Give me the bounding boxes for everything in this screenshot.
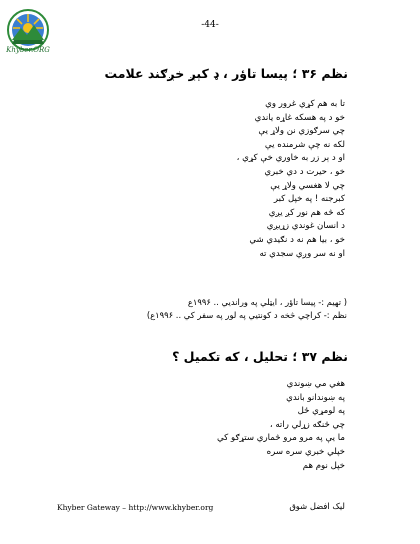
poem-line: تا به هم کړي غرور وي (265, 99, 345, 109)
poem-37-body (45, 378, 345, 473)
poem-line: چي څنګه زړلي راته ، (269, 419, 345, 430)
footer-author: ليک افضل شوق (289, 501, 345, 511)
poem-line: د انسان غوندي زړيږي (266, 221, 345, 232)
poem-line: ما يې په مرو مرو څماري ستړګو کي (217, 433, 345, 444)
note-line: ( تهيم :- پيسا تاؤر ، ايټلي په ورانديي .. ۱۹۹۶ع (187, 297, 347, 307)
poem-line: خو د په هسکه غاړه ياندي (254, 112, 345, 123)
note-line: نظم :- کراچي څخه د کونتيي په لور په سفر کي .. ۱۹۹۶ع) (146, 309, 347, 320)
poem-line: چي سرګوزي نن ولاړ يې (258, 126, 345, 137)
poem-line: او د ېر زر به خاوري خې کړي ، (236, 153, 345, 164)
poem-line: چي لا هغسي ولاړ يې (270, 180, 345, 191)
page-number: -44- (201, 20, 219, 30)
footer-site-link[interactable]: Khyber Gateway – http://www.khyber.org (57, 503, 214, 512)
poem-line: په ښوندانو باندي (286, 392, 345, 403)
poem-37-title: نظم ۳۷ ؛ تحليل ، که تکميل ؟ (172, 349, 348, 364)
poem-36-body (45, 98, 345, 261)
poem-line: خو ، حيرت د دي خبري (264, 166, 345, 177)
poem-36-title: نظم ۳۶ ؛ پيسا تاؤر ، ډ کېږ خږګند علامت (104, 66, 348, 81)
poem-line: کبرجنه ! په خپل کبر (273, 194, 345, 205)
poem-line: په لومړي ځل (297, 406, 345, 417)
poem-line: خپل نوم هم (302, 460, 345, 471)
logo-caption: Khyber.ORG (6, 46, 50, 54)
poem-line: هغي مي ښوندي (286, 379, 345, 389)
poem-line: لکه نه چې شرمنده يې (264, 139, 345, 150)
poem-line: خو ، بيا هم نه د نګيدي شي (249, 234, 345, 245)
poem-36-note (27, 296, 347, 321)
poem-line: خپلي خبري سره سره (266, 446, 345, 457)
poem-line: او نه سر وږي سجدي ته (259, 248, 345, 259)
poem-line: که څه هم نور کږ يږي (268, 207, 345, 218)
